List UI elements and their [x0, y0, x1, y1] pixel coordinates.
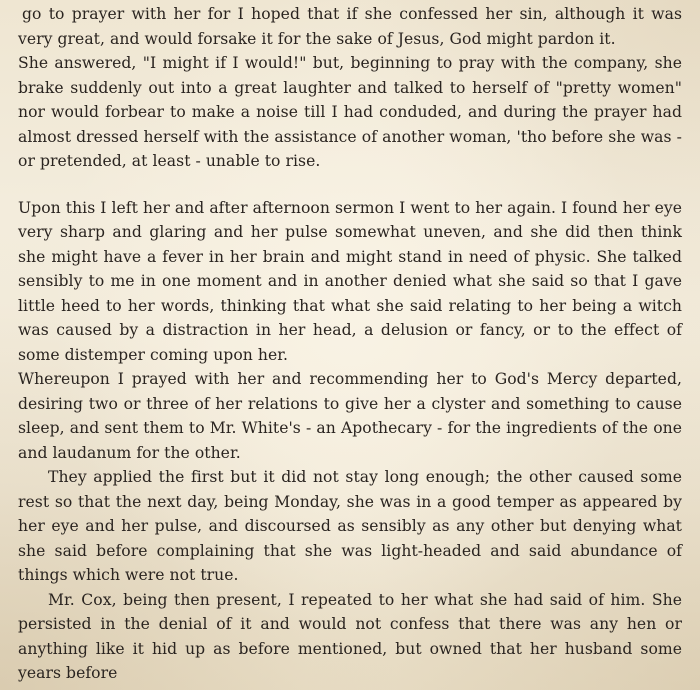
paragraph-they-applied: They applied the first but it did not stay long enough; the other caused some rest so that the next day, being Monday, she was in a good temper as appeared by her eye and her pulse, and discoursed as sensibly as any other but denying what she said before complaining that she was light-headed and said abundance of things which were not true.	[18, 468, 682, 584]
paragraph-prayer-intro: go to prayer with her for I hoped that if she confessed her sin, although it was very great, and would forsake it for the sake of Jesus, God might pardon it.	[18, 5, 682, 48]
paragraph-she-answered: She answered, "I might if I would!" but, beginning to pray with the company, she brake suddenly out into a great laughter and talked to herself of "pretty women" nor would forbear to make a noise till I had conduded, and during the prayer had almost dressed herself with the assistance of another woman, 'tho before she was - or pretended, at least - unable to rise.	[18, 54, 682, 170]
page-text	[18, 2, 682, 686]
paragraph-upon-this: Upon this I left her and after afternoon sermon I went to her again. I found her eye very sharp and glaring and her pulse somewhat uneven, and she did then think she might have a fever in her brain and might stand in need of physic. She talked sensibly to me in one moment and in another denied what she said so that I gave little heed to her words, thinking that what she said relating to her being a witch was caused by a distraction in her head, a delusion or fancy, or to the effect of some distemper coming upon her.	[18, 198, 682, 364]
paragraph-whereupon: Whereupon I prayed with her and recommending her to God's Mercy departed, desiring two or three of her relations to give her a clyster and something to cause sleep, and sent them to Mr. White's - an Apothecary - for the ingredients of the one and laudanum for the other.	[18, 370, 682, 462]
paragraph-mr-cox: Mr. Cox, being then present, I repeated to her what she had said of him. She persisted in the denial of it and would not confess that there was any hen or anything like it hid up as before mentioned, but owned that her husband some years before	[18, 590, 682, 682]
paragraph-gap	[18, 174, 682, 196]
